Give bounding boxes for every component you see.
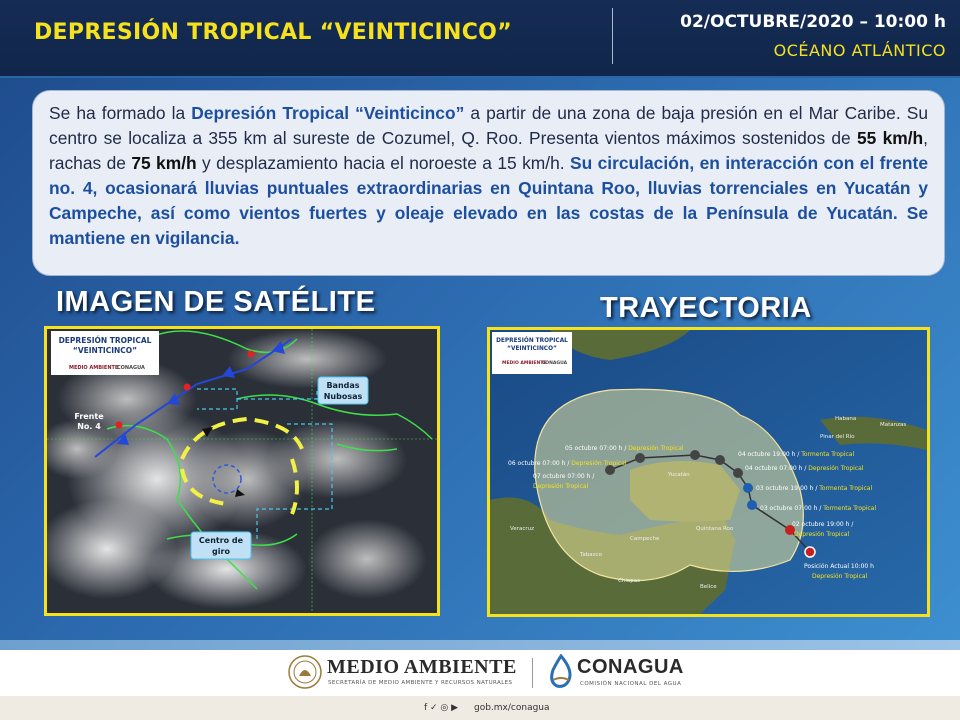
header-divider (612, 8, 613, 64)
label-bandas-1: Bandas (326, 381, 360, 390)
satellite-map (47, 329, 437, 613)
bulletin-text-2: a partir de una zona de baja presión en el Mar Caribe. Su centro se localiza a 355 km al sureste de Cozumel, Q. Roo. Presenta vientos máximos sostenidos de (49, 103, 928, 148)
current-position-label: Posición Actual 10:00 h (804, 563, 874, 570)
place-label: Belice (700, 584, 717, 590)
place-label: Chiapas (618, 578, 640, 584)
label-bandas-2: Nubosas (323, 392, 363, 401)
forecast-label: 04 octubre 19:00 h / Tormenta Tropical (738, 451, 855, 458)
medio-ambiente-logo: MEDIO AMBIENTE (327, 656, 517, 678)
trajectory-section-title: TRAYECTORIA (600, 292, 812, 324)
current-position-status: Depresión Tropical (812, 573, 868, 580)
footer-stripe (0, 640, 960, 650)
satellite-logo-cn: CONAGUA (117, 365, 145, 371)
forecast-label: 04 octubre 07:00 h / Depresión Tropical (745, 465, 864, 472)
forecast-label: 02 octubre 19:00 h / (792, 521, 854, 528)
trajectory-map (490, 330, 927, 614)
footer-divider (532, 658, 533, 688)
bulletin-text-4: y desplazamiento hacia el noroeste a 15 km/h. (196, 153, 570, 173)
conagua-drop-icon (547, 654, 575, 690)
medio-ambiente-subtitle: SECRETARÍA DE MEDIO AMBIENTE Y RECURSOS NATURALES (328, 680, 513, 686)
satellite-logo-ma: MEDIO AMBIENTE (69, 365, 119, 371)
social-icons[interactable]: f ✓ ◎ ▶ (424, 703, 459, 713)
forecast-label: 03 octubre 19:00 h / Tormenta Tropical (756, 485, 873, 492)
satellite-image (44, 326, 440, 616)
place-label: Quintana Roo (696, 526, 734, 532)
bulletin-text-3: , rachas de (49, 128, 929, 173)
forecast-label: Depresión Tropical (533, 483, 589, 490)
trajectory-map-frame (487, 327, 930, 617)
label-centro-2: giro (212, 547, 230, 556)
place-label: Yucatán (668, 472, 690, 478)
bulletin-text (49, 101, 928, 251)
trajectory-box-title-2: “VEINTICINCO” (507, 346, 557, 352)
header-ocean: OCÉANO ATLÁNTICO (773, 41, 946, 60)
satellite-section-title: IMAGEN DE SATÉLITE (56, 286, 376, 318)
conagua-subtitle: COMISIÓN NACIONAL DEL AGUA (580, 681, 682, 687)
place-label: Tabasco (580, 552, 602, 558)
conagua-logo: CONAGUA (577, 656, 684, 678)
forecast-label: 05 octubre 07:00 h / Depresión Tropical (565, 445, 684, 452)
place-label: Habana (835, 416, 857, 422)
header-date: 02/OCTUBRE/2020 – 10:00 h (680, 12, 946, 32)
header-bar (0, 0, 960, 78)
forecast-label: Depresión Tropical (794, 531, 850, 538)
national-crest-icon (287, 654, 323, 690)
satellite-box-title-2: “VEINTICINCO” (72, 346, 138, 355)
forecast-label: 03 octubre 07:00 h / Tormenta Tropical (760, 505, 877, 512)
trajectory-logo-cn: CONAGUA (542, 361, 568, 366)
trajectory-box-title-1: DEPRESIÓN TROPICAL (496, 338, 568, 344)
header-title: DEPRESIÓN TROPICAL “VEINTICINCO” (34, 20, 512, 45)
label-centro-1: Centro de (198, 536, 244, 545)
place-label: Pinar del Río (820, 434, 855, 440)
max-winds: 55 km/h (856, 128, 924, 148)
gusts: 75 km/h (131, 153, 197, 173)
place-label: Matanzas (880, 422, 907, 428)
satellite-box-title-1: DEPRESIÓN TROPICAL (58, 336, 152, 345)
forecast-label: 07 octubre 07:00 h / (533, 473, 595, 480)
bulletin-warning: Su circulación, en interacción con el frente no. 4, ocasionará lluvias puntuales extraordinarias en Quintana Roo, lluvias torrenciales en Yucatán y Campeche, así como vientos fuertes y oleaje elevado en las costas de la Península de Yucatán. Se mantiene en vigilancia. (49, 153, 928, 248)
storm-name: Depresión Tropical “Veinticinco” (191, 103, 465, 123)
bulletin-box (32, 90, 945, 276)
website-link[interactable]: gob.mx/conagua (474, 703, 550, 713)
place-label: Campeche (630, 536, 660, 542)
label-frente-2: No. 4 (77, 422, 101, 431)
trajectory-logo-ma: MEDIO AMBIENTE (502, 361, 547, 366)
bulletin-text-1: Se ha formado la (49, 103, 192, 123)
label-frente-1: Frente (74, 412, 104, 421)
forecast-label: 06 octubre 07:00 h / Depresión Tropical (508, 460, 627, 467)
place-label: Veracruz (510, 526, 535, 532)
